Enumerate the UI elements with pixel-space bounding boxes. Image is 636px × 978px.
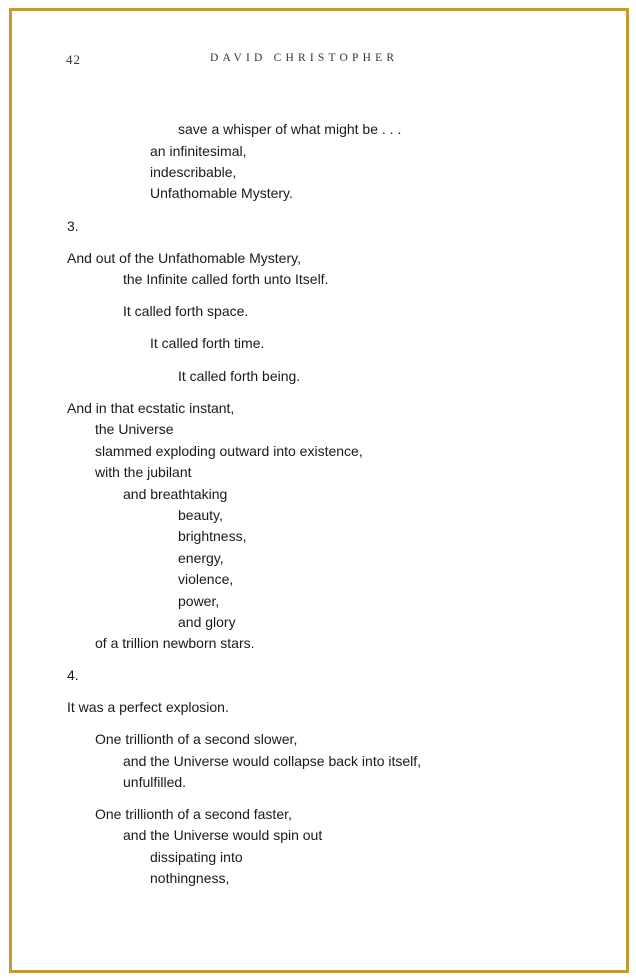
section-number: 4.: [67, 667, 79, 683]
poem-line: dissipating into: [150, 849, 243, 865]
poem-line: an infinitesimal,: [150, 143, 247, 159]
poem-line: nothingness,: [150, 870, 230, 886]
poem-line: and the Universe would collapse back into itself,: [123, 753, 422, 769]
poem-line: And out of the Unfathomable Mystery,: [67, 250, 301, 266]
poem-line: the Universe: [95, 421, 174, 437]
poem-line: energy,: [178, 550, 224, 566]
poem-line: with the jubilant: [95, 464, 192, 480]
poem-line: power,: [178, 593, 220, 609]
poem-line: One trillionth of a second faster,: [95, 806, 292, 822]
poem-line: indescribable,: [150, 164, 237, 180]
poem-line: slammed exploding outward into existence,: [95, 443, 363, 459]
poem-line: and glory: [178, 614, 236, 630]
poem-line: save a whisper of what might be . . .: [178, 121, 402, 137]
poem-line: and the Universe would spin out: [123, 827, 323, 843]
poem-line: of a trillion newborn stars.: [95, 635, 255, 651]
poem-line: beauty,: [178, 507, 223, 523]
poem-line: violence,: [178, 571, 234, 587]
poem-line: And in that ecstatic instant,: [67, 400, 235, 416]
poem-line: and breathtaking: [123, 486, 228, 502]
poem-line: It was a perfect explosion.: [67, 699, 229, 715]
poem-line: One trillionth of a second slower,: [95, 731, 298, 747]
page-number: 42: [66, 52, 81, 67]
poem-line: brightness,: [178, 528, 247, 544]
page-header: [0, 52, 636, 70]
poem-line: the Infinite called forth unto Itself.: [123, 271, 329, 287]
section-number: 3.: [67, 218, 79, 234]
poem-line: unfulfilled.: [123, 774, 187, 790]
poem-line: Unfathomable Mystery.: [150, 185, 293, 201]
poem-line: It called forth time.: [150, 335, 265, 351]
poem-line: It called forth space.: [123, 303, 249, 319]
running-head: DAVID CHRISTOPHER: [210, 52, 399, 64]
poem-line: It called forth being.: [178, 368, 301, 384]
